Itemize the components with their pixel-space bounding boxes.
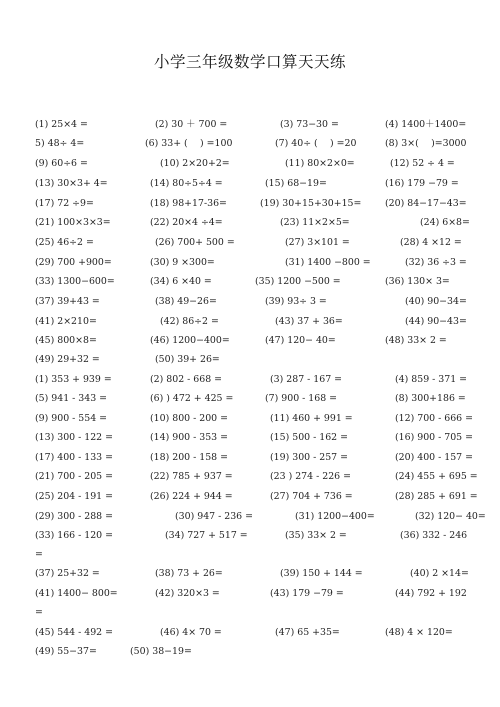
problem-item: (19) 300 - 257 = [270,452,348,463]
problem-item: (44) 792 + 192 [395,588,467,599]
problem-row [0,256,500,276]
wrapped-equals-sign: = [35,607,43,618]
problem-row [0,334,500,354]
problem-item: (1) 25×4 = [35,119,88,130]
problem-item: (11) 460 + 991 = [270,413,353,424]
problem-item: (46) 1200−400= [150,335,230,346]
problem-item: (5) 941 - 343 = [35,393,108,404]
problem-item: (17) 400 - 133 = [35,452,113,463]
problem-item: (6) 33+ ( ) =100 [145,138,233,149]
problem-item: (43) 179 −79 = [270,588,344,599]
problem-item: (42) 320×3 = [155,588,220,599]
problem-item: (29) 300 - 288 = [35,511,113,522]
problem-item: (39) 93÷ 3 = [265,296,327,307]
problem-item: (2) 30 ＋ 700 = [155,119,228,130]
problem-item: (49) 29+32 = [35,354,100,365]
problem-row [0,353,500,373]
problem-row [0,587,500,607]
problem-item: (18) 98+17-36= [150,198,227,209]
problem-item: (17) 72 ÷9= [35,198,94,209]
problem-row [0,412,500,432]
problem-item: (16) 179 −79 = [385,178,459,189]
problem-item: (31) 1200−400= [295,511,375,522]
problem-item: (12) 52 ÷ 4 = [390,158,455,169]
problem-item: (28) 4 ×12 = [400,237,462,248]
problem-item: (26) 700+ 500 = [155,237,235,248]
problem-item: (26) 224 + 944 = [150,491,233,502]
problem-item: (34) 727 + 517 = [165,530,248,541]
problem-item: (40) 90−34= [405,296,467,307]
problem-row [0,216,500,236]
problem-item: (38) 73 + 26= [155,568,223,579]
problem-item: (13) 300 - 122 = [35,432,113,443]
problem-item: (33) 1300−600= [35,276,115,287]
problem-item: (21) 700 - 205 = [35,471,113,482]
problem-row [0,197,500,217]
problem-item: (22) 785 + 937 = [150,471,233,482]
problem-item: (47) 65 +35= [275,627,340,638]
problem-row [0,236,500,256]
problem-item: (41) 2×210= [35,316,97,327]
problem-item: (27) 704 + 736 = [270,491,353,502]
problem-row [0,177,500,197]
problem-item: (4) 859 - 371 = [395,374,468,385]
problem-row [0,157,500,177]
problem-item: (37) 39+43 = [35,296,100,307]
problem-item: (24) 6×8= [420,217,470,228]
problem-item: (36) 332 - 246 [400,530,468,541]
wrapped-equals-sign: = [35,549,43,560]
problem-row [0,645,500,665]
problem-item: (6) ) 472 + 425 = [150,393,234,404]
problem-item: (36) 130× 3= [385,276,450,287]
problem-item: (3) 73−30 = [280,119,339,130]
problem-item: (32) 120− 40= [415,511,486,522]
worksheet-title: 小学三年级数学口算天天练 [153,53,346,71]
problem-item: (2) 802 - 668 = [150,374,223,385]
problem-item: (25) 204 - 191 = [35,491,113,502]
problem-item: (29) 700 +900= [35,257,112,268]
problem-item: (23) 11×2×5= [280,217,350,228]
problem-item: (15) 68−19= [265,178,327,189]
problem-item: (47) 120− 40= [265,335,336,346]
problem-row [0,118,500,138]
problem-item: (13) 30×3+ 4= [35,178,108,189]
problem-item: (38) 49−26= [155,296,217,307]
problem-row [0,315,500,335]
problem-row [0,275,500,295]
problem-item: (34) 6 ×40 = [150,276,212,287]
problem-row [0,490,500,510]
problem-item: (45) 544 - 492 = [35,627,113,638]
problem-item: (32) 36 ÷3 = [405,257,467,268]
problem-item: 5) 48÷ 4= [35,138,85,149]
problem-item: (1) 353 + 939 = [35,374,112,385]
problem-row [0,470,500,490]
problem-item: (43) 37 + 36= [275,316,343,327]
problem-item: (14) 80÷5÷4 = [150,178,223,189]
problem-item: (28) 285 + 691 = [395,491,478,502]
problem-row [0,295,500,315]
problem-item: (11) 80×2×0= [285,158,355,169]
problem-item: (8) 300+186 = [395,393,466,404]
problem-item: (7) 40÷ ( ) =20 [275,138,357,149]
problem-item: (39) 150 + 144 = [280,568,363,579]
problem-item: (4) 1400＋1400= [385,119,467,130]
problem-item: (22) 20×4 ÷4= [150,217,223,228]
problem-item: (30) 947 - 236 = [175,511,253,522]
problem-item: (45) 800×8= [35,335,97,346]
problem-row [0,373,500,393]
problem-item: (16) 900 - 705 = [395,432,473,443]
problem-row [0,510,500,530]
problem-row [0,567,500,587]
problem-item: (31) 1400 −800 = [285,257,371,268]
problem-row [0,626,500,646]
problem-item: (7) 900 - 168 = [265,393,338,404]
problem-item: (21) 100×3×3= [35,217,111,228]
problem-row [0,451,500,471]
problem-item: (20) 400 - 157 = [395,452,473,463]
problem-item: (40) 2 ×14= [410,568,469,579]
problem-row [0,137,500,157]
problem-item: (9) 60÷6 = [35,158,88,169]
problem-item: (41) 1400− 800= [35,588,118,599]
problem-item: (12) 700 - 666 = [395,413,473,424]
problem-item: (35) 1200 −500 = [255,276,341,287]
problem-item: (44) 90−43= [405,316,467,327]
problem-item: (48) 4 × 120= [385,627,453,638]
problem-item: (35) 33× 2 = [285,530,347,541]
problem-item: (14) 900 - 353 = [150,432,228,443]
problem-item: (15) 500 - 162 = [270,432,348,443]
problem-item: (48) 33× 2 = [385,335,447,346]
problem-row [0,431,500,451]
problem-item: (33) 166 - 120 = [35,530,113,541]
problem-item: (3) 287 - 167 = [270,374,343,385]
problem-item: (9) 900 - 554 = [35,413,108,424]
problem-item: (8) 3×( )=3000 [385,138,467,149]
problem-item: (37) 25+32 = [35,568,100,579]
problem-item: (49) 55−37= [35,646,97,657]
problem-item: (30) 9 ×300= [150,257,215,268]
problem-row [0,529,500,549]
problem-item: (42) 86÷2 = [160,316,219,327]
problem-item: (20) 84−17−43= [385,198,467,209]
problem-item: (27) 3×101 = [285,237,350,248]
problem-item: (24) 455 + 695 = [395,471,478,482]
problem-item: (50) 38−19= [130,646,192,657]
problem-item: (10) 800 - 200 = [150,413,228,424]
problem-item: (23 ) 274 - 226 = [270,471,351,482]
problem-item: (46) 4× 70 = [160,627,222,638]
problem-item: (18) 200 - 158 = [150,452,228,463]
problem-item: (25) 46÷2 = [35,237,94,248]
problem-item: (50) 39+ 26= [155,354,220,365]
problem-row [0,392,500,412]
problem-item: (10) 2×20+2= [160,158,230,169]
problem-item: (19) 30+15+30+15= [260,198,362,209]
